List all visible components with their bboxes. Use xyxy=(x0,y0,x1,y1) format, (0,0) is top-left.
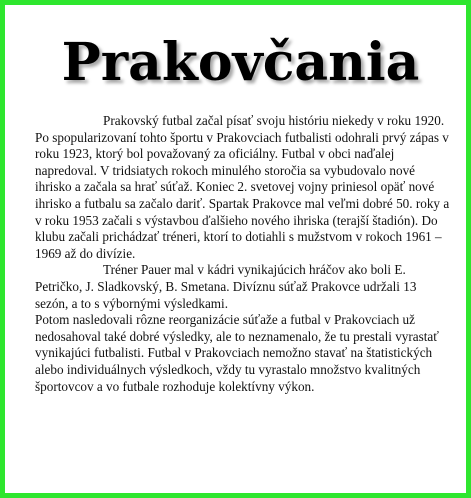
page-title: Prakovčania xyxy=(61,32,420,93)
article-body xyxy=(35,113,453,395)
paragraph-coach: Tréner Pauer mal v kádri vynikajúcich hráčov ako boli E. Petričko, J. Sladkovský, B. Smetana. Divíznu súťaž Prakovce udržali 13 sezón, a to s výbornými výsledkami. xyxy=(35,262,417,311)
paragraph-history: Prakovský futbal začal písať svoju históriu niekedy v roku 1920. Po spopularizovaní tohto športu v Prakovciach futbalisti odohrali prvý zápas v roku 1923, ktorý bol považovaný za oficiálny. Futbal v obci naďalej napredoval. V tridsiatych rokoch minulého storočia sa vybudovalo nové ihrisko a začala sa hrať súťaž. Koniec 2. svetovej vojny priniesol opäť nové ihrisko a futbalu sa začalo dariť. Spartak Prakovce mal veľmi dobré 50. roky a v roku 1953 začali s výstavbou ďalšieho nového ihriska (terajší štadión). Do klubu začali prichádzať tréneri, ktorí to dotiahli s mužstvom v rokoch 1961 – 1969 až do divízie. xyxy=(35,113,450,261)
paragraph-later: Potom nasledovali rôzne reorganizácie súťaže a futbal v Prakovciach už nedosahoval také dobré výsledky, ale to neznamenalo, že tu prestali vyrastať vynikajúci futbalisti. Futbal v Prakovciach nemožno stavať na štatistických alebo individuálnych výsledkoch, vždy tu vyrastalo množstvo kvalitných športovcov a vo futbale rozhoduje kolektívny výkon. xyxy=(35,312,439,394)
